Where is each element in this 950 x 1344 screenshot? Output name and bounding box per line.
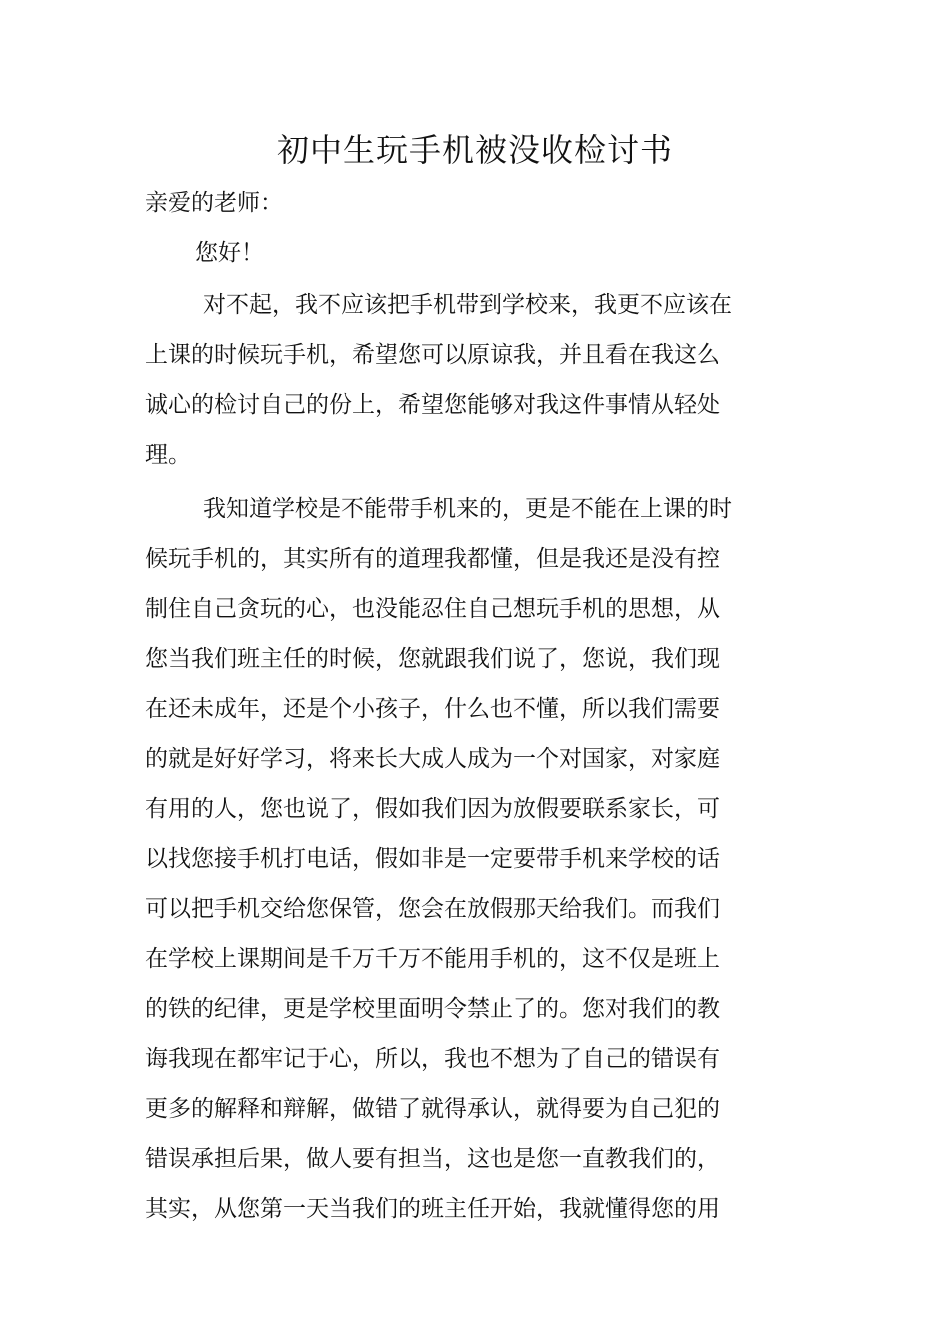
paragraph-line: 其实，从您第一天当我们的班主任开始，我就懂得您的用 bbox=[145, 1196, 720, 1222]
paragraph-line: 可以把手机交给您保管，您会在放假那天给我们。而我们 bbox=[145, 896, 720, 922]
paragraph-line: 上课的时候玩手机，希望您可以原谅我，并且看在我这么 bbox=[145, 342, 720, 368]
paragraph-line: 诚心的检讨自己的份上，希望您能够对我这件事情从轻处 bbox=[145, 392, 720, 418]
document-title: 初中生玩手机被没收检讨书 bbox=[276, 131, 673, 169]
paragraph-line: 更多的解释和辩解，做错了就得承认，就得要为自己犯的 bbox=[145, 1096, 720, 1122]
paragraph-line: 的铁的纪律，更是学校里面明令禁止了的。您对我们的教 bbox=[145, 996, 720, 1022]
paragraph-line: 候玩手机的，其实所有的道理我都懂，但是我还是没有控 bbox=[145, 546, 720, 572]
paragraph-line: 您当我们班主任的时候，您就跟我们说了，您说，我们现 bbox=[145, 646, 720, 672]
salutation: 亲爱的老师： bbox=[145, 190, 283, 216]
paragraph-1 bbox=[145, 280, 810, 480]
paragraph-2 bbox=[145, 484, 810, 1234]
paragraph-line: 制住自己贪玩的心，也没能忍住自己想玩手机的思想，从 bbox=[145, 596, 720, 622]
paragraph-line: 在还未成年，还是个小孩子，什么也不懂，所以我们需要 bbox=[145, 696, 720, 722]
paragraph-line: 诲我现在都牢记于心，所以，我也不想为了自己的错误有 bbox=[145, 1046, 720, 1072]
paragraph-line: 有用的人，您也说了，假如我们因为放假要联系家长，可 bbox=[145, 796, 720, 822]
paragraph-line: 的就是好好学习，将来长大成人成为一个对国家，对家庭 bbox=[145, 746, 720, 772]
paragraph-line: 对不起，我不应该把手机带到学校来，我更不应该在 bbox=[203, 292, 732, 318]
paragraph-line: 理。 bbox=[145, 442, 191, 468]
paragraph-line: 以找您接手机打电话，假如非是一定要带手机来学校的话 bbox=[145, 846, 720, 872]
document-body bbox=[145, 178, 810, 1234]
paragraph-line: 在学校上课期间是千万千万不能用手机的，这不仅是班上 bbox=[145, 946, 720, 972]
paragraph-line: 错误承担后果，做人要有担当，这也是您一直教我们的， bbox=[145, 1146, 720, 1172]
paragraph-line: 我知道学校是不能带手机来的，更是不能在上课的时 bbox=[203, 496, 732, 522]
greeting: 您好！ bbox=[195, 240, 264, 266]
